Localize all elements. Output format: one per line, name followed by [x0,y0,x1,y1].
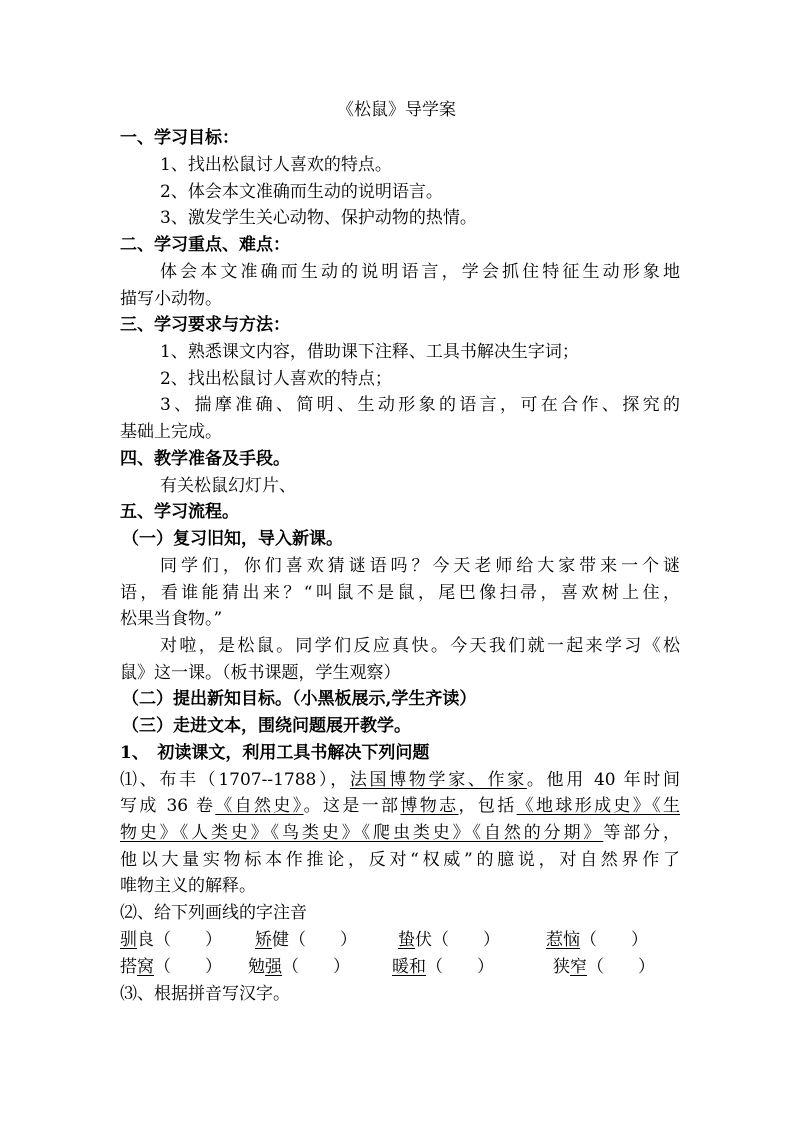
underlined-term: 《自然史》 [215,796,304,816]
method-item-3-line-2: 基础上完成。 [120,422,222,442]
pinyin-item: 勉强（ ） [248,957,350,977]
underlined-term: 法国博物学家、作家 [349,770,527,790]
pinyin-item: 狭窄（ ） [553,957,655,977]
page-title: 《松鼠》导学案 [337,100,456,120]
section-2-line-2: 描写小动物。 [120,289,222,309]
section-3-heading: 三、学习要求与方法： [120,315,290,335]
objective-item-2: 2、体会本文准确而生动的说明语言。 [160,182,443,202]
subsection-1-heading: （一）复习旧知，导入新课。 [122,529,343,549]
underlined-term: 博物志 [400,796,459,816]
pinyin-item: 矫健（ ） [255,930,357,950]
pinyin-task-heading: ⑵、给下列画线的字注音 [120,903,307,923]
buffon-line-5: 唯物主义的解释。 [120,876,256,896]
answer-line-2: 鼠》这一课。（板书课题，学生观察） [120,663,401,683]
riddle-line-2: 语，看谁能猜出来？“叫鼠不是鼠，尾巴像扫帚，喜欢树上住， [120,583,680,603]
method-item-3-line-1: 3、揣摩准确、简明、生动形象的语言，可在合作、探究的 [160,395,680,415]
pinyin-item: 驯良（ ） [120,930,222,950]
section-1-heading: 一、学习目标： [120,128,239,148]
pinyin-item: 搭窝（ ） [120,957,222,977]
riddle-line-3: 松果当食物。” [120,609,223,629]
method-item-2: 2、找出松鼠讨人喜欢的特点； [160,369,392,389]
section-2-heading: 二、学习重点、难点： [120,235,290,255]
buffon-line-2: 写成 36 卷《自然史》。这是一部博物志，包括《地球形成史》《生 [120,796,681,816]
method-item-1: 1、熟悉课文内容，借助课下注释、工具书解决生字词； [160,342,579,362]
underlined-term: 《地球形成史》《生 [516,796,681,816]
pinyin-item: 惹恼（ ） [546,930,648,950]
pinyin-item: 暖和（ ） [392,957,494,977]
subsection-2-heading: （二）提出新知目标。（小黑板展示,学生齐读） [122,689,477,709]
objective-item-1: 1、找出松鼠讨人喜欢的特点。 [160,155,392,175]
section-2-line-1: 体会本文准确而生动的说明语言，学会抓住特征生动形象地 [160,262,680,282]
subsection-3-heading: （三）走进文本，围绕问题展开教学。 [122,716,411,736]
buffon-line-1: ⑴、布丰（1707--1788），法国博物学家、作家。他用 40 年时间 [120,770,680,790]
pinyin-item: 蛰伏（ ） [398,930,500,950]
section-5-heading: 五、学习流程。 [120,502,239,522]
riddle-line-1: 同学们，你们喜欢猜谜语吗？今天老师给大家带来一个谜 [160,556,680,576]
answer-line-1: 对啦，是松鼠。同学们反应真快。今天我们就一起来学习《松 [160,636,680,656]
buffon-line-3: 物史》《人类史》《鸟类史》《爬虫类史》《自然的分期》等部分， [120,823,681,843]
objective-item-3: 3、激发学生关心动物、保护动物的热情。 [160,208,477,228]
task-1-heading: 1、 初读课文，利用工具书解决下列问题 [120,743,430,763]
hanzi-task-heading: ⑶、根据拼音写汉字。 [120,984,290,1004]
section-4-heading: 四、教学准备及手段。 [120,449,290,469]
section-4-body: 有关松鼠幻灯片、 [160,476,296,496]
underlined-term: 物史》《人类史》《鸟类史》《爬虫类史》《自然的分期》 [120,823,604,843]
buffon-line-4: 他以大量实物标本作推论，反对“权威”的臆说，对自然界作了 [120,850,680,870]
